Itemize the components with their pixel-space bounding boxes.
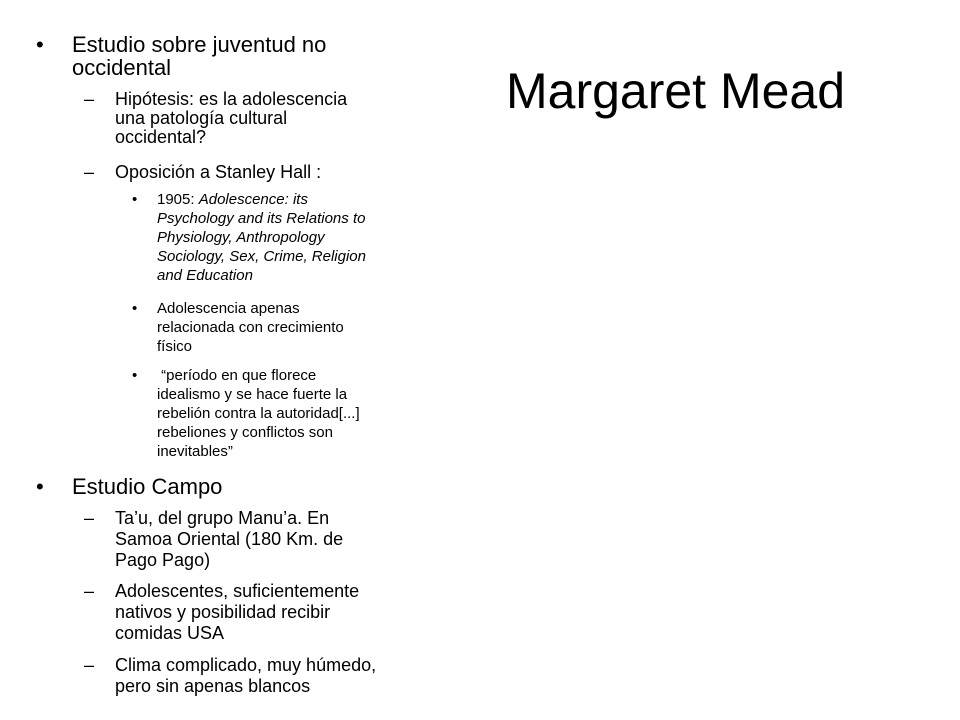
sub-sub-text-line: “período en que florece [157, 367, 317, 384]
bullet-marker: • [132, 367, 138, 384]
bullet-marker: • [132, 300, 138, 317]
sub-text-line: Clima complicado, muy húmedo, [115, 655, 377, 675]
dash-marker: – [84, 508, 95, 528]
year-text: 1905: [157, 191, 199, 208]
sub-text-line: occidental? [115, 127, 207, 147]
sub-text-line: Hipótesis: es la adolescencia [115, 89, 348, 109]
book-title-text: Physiology, Anthropology [157, 229, 325, 246]
dash-marker: – [84, 162, 95, 182]
bullet-marker: • [132, 191, 138, 208]
sub-text-line: Adolescentes, suficientemente [115, 581, 360, 601]
bullet-marker: • [36, 32, 44, 57]
sub-sub-text-line: rebeliones y conflictos son [157, 424, 333, 441]
book-title-text: Sociology, Sex, Crime, Religion [157, 248, 366, 265]
sub-sub-text-line: inevitables” [157, 443, 233, 460]
dash-marker: – [84, 89, 95, 109]
bullet-text-line: occidental [72, 55, 172, 80]
sub-text-line: nativos y posibilidad recibir [115, 602, 331, 622]
dash-marker: – [84, 655, 95, 675]
book-title-text: Adolescence: its [198, 191, 308, 208]
dash-marker: – [84, 581, 95, 601]
slide-title: Margaret Mead [506, 63, 846, 119]
sub-text-line: pero sin apenas blancos [115, 676, 311, 696]
bullet-marker: • [36, 474, 44, 499]
sub-text-line: Ta’u, del grupo Manu’a. En [115, 508, 330, 528]
book-title-text: and Education [157, 267, 253, 284]
sub-text-line: Pago Pago) [115, 550, 211, 570]
sub-sub-text-line: Adolescencia apenas [157, 300, 300, 317]
sub-sub-text-line: físico [157, 338, 193, 355]
sub-text-line: una patología cultural [115, 108, 288, 128]
bullet-text-line: Estudio sobre juventud no [72, 32, 327, 57]
bullet-text-line: Estudio Campo [72, 474, 223, 499]
book-title-text: Psychology and its Relations to [157, 210, 366, 227]
sub-sub-text-line: idealismo y se hace fuerte la [157, 386, 348, 403]
sub-sub-text-line [157, 190, 308, 209]
sub-text-line: Oposición a Stanley Hall : [115, 162, 322, 182]
sub-text-line: comidas USA [115, 623, 225, 643]
sub-sub-text-line: relacionada con crecimiento [157, 319, 344, 336]
sub-sub-text-line: rebelión contra la autoridad[...] [157, 405, 360, 422]
sub-text-line: Samoa Oriental (180 Km. de [115, 529, 344, 549]
